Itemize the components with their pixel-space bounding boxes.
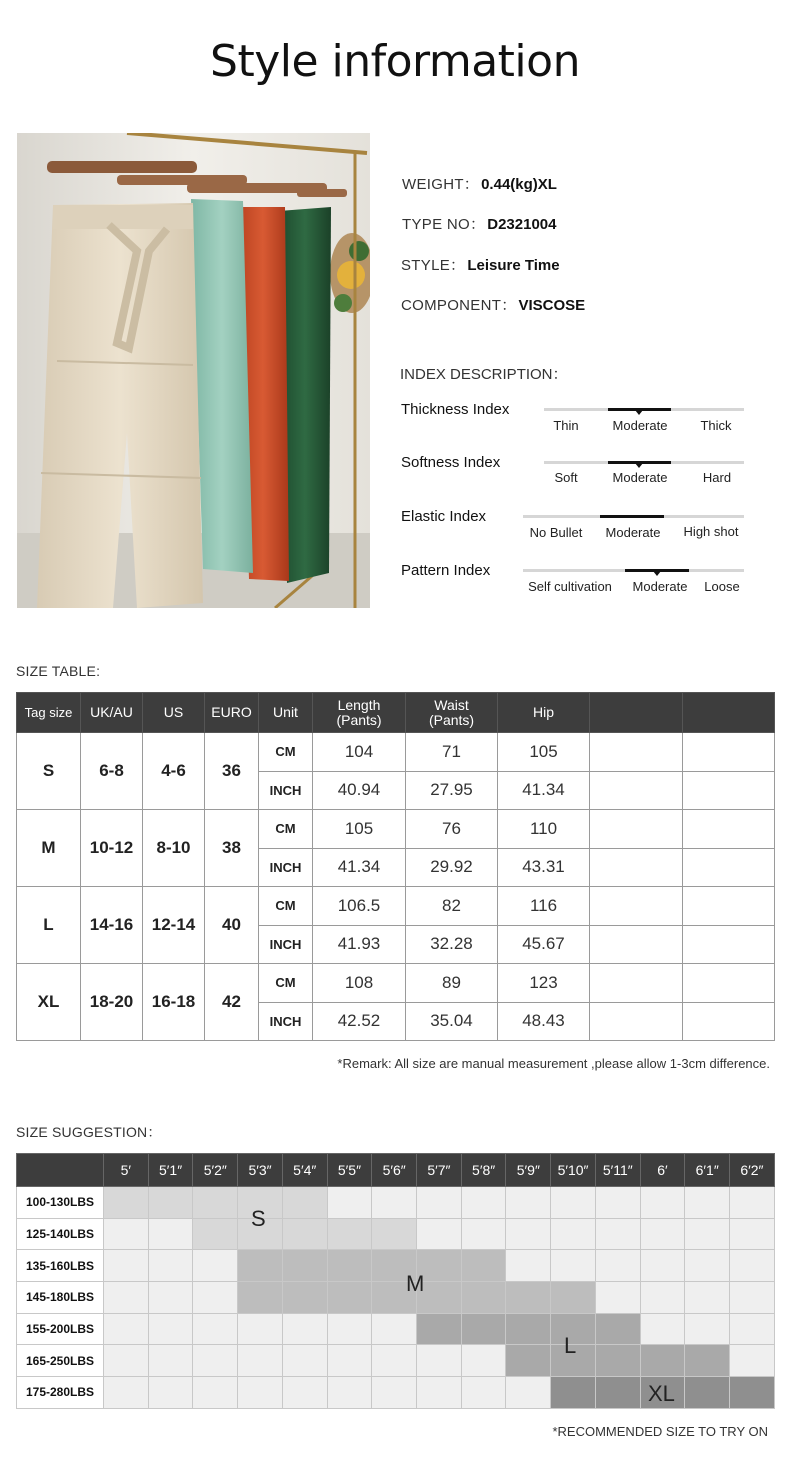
size-zone-cell bbox=[595, 1345, 640, 1377]
size-tag: S bbox=[17, 733, 81, 810]
size-zone-cell bbox=[148, 1187, 193, 1219]
size-ukau: 10-12 bbox=[81, 810, 143, 887]
zone-label-s: S bbox=[251, 1206, 266, 1231]
grid-cell bbox=[417, 1187, 462, 1219]
height-col-header: 5′8″ bbox=[461, 1154, 506, 1187]
pattern-index bbox=[401, 562, 746, 610]
zone-label-l: L bbox=[564, 1333, 577, 1358]
pants-on-hangers-illustration bbox=[17, 133, 370, 608]
elastic-level-fill bbox=[600, 515, 664, 518]
size-zone-cell bbox=[461, 1250, 506, 1282]
height-col-header: 5′11″ bbox=[595, 1154, 640, 1187]
size-zone-cell bbox=[685, 1377, 730, 1409]
size-zone-cell bbox=[506, 1282, 551, 1314]
hip-cell: 123 bbox=[498, 964, 590, 1003]
grid-cell bbox=[417, 1345, 462, 1377]
grid-cell bbox=[193, 1313, 238, 1345]
grid-cell bbox=[372, 1187, 417, 1219]
col-hip: Hip bbox=[498, 693, 590, 733]
grid-cell bbox=[595, 1282, 640, 1314]
weight-row bbox=[17, 1282, 775, 1314]
col-empty-1 bbox=[590, 693, 683, 733]
size-zone-cell bbox=[506, 1313, 551, 1345]
weight-row bbox=[17, 1313, 775, 1345]
grid-cell bbox=[327, 1377, 372, 1409]
size-euro: 38 bbox=[205, 810, 259, 887]
grid-cell bbox=[685, 1187, 730, 1219]
zone-label-m: M bbox=[406, 1271, 425, 1296]
size-zone-cell bbox=[282, 1250, 327, 1282]
length-cell: 41.34 bbox=[313, 848, 406, 887]
size-tag: M bbox=[17, 810, 81, 887]
hip-cell: 110 bbox=[498, 810, 590, 849]
thickness-index-name: Thickness Index bbox=[401, 401, 510, 418]
empty-cell bbox=[590, 771, 683, 810]
size-tag: XL bbox=[17, 964, 81, 1041]
table-row bbox=[17, 887, 775, 926]
pattern-label-high: Loose bbox=[704, 579, 740, 594]
grid-cell bbox=[327, 1313, 372, 1345]
height-col-header: 5′ bbox=[104, 1154, 149, 1187]
weight-row-header: 135-160LBS bbox=[17, 1250, 104, 1282]
waist-cell: 35.04 bbox=[406, 1002, 498, 1041]
unit-cell: CM bbox=[259, 733, 313, 772]
size-suggestion-label: SIZE SUGGESTION： bbox=[16, 1124, 162, 1140]
empty-cell bbox=[590, 964, 683, 1003]
grid-cell bbox=[461, 1345, 506, 1377]
grid-cell bbox=[417, 1218, 462, 1250]
size-us: 16-18 bbox=[143, 964, 205, 1041]
size-tag: L bbox=[17, 887, 81, 964]
grid-cell bbox=[327, 1187, 372, 1219]
grid-cell bbox=[506, 1250, 551, 1282]
waist-cell: 82 bbox=[406, 887, 498, 926]
grid-cell bbox=[148, 1345, 193, 1377]
grid-cell bbox=[595, 1250, 640, 1282]
weight-row bbox=[17, 1345, 775, 1377]
grid-cell bbox=[104, 1313, 149, 1345]
empty-cell bbox=[590, 848, 683, 887]
col-length bbox=[313, 693, 406, 733]
elastic-label-high: High shot bbox=[683, 524, 739, 539]
waist-cell: 27.95 bbox=[406, 771, 498, 810]
product-photo bbox=[17, 133, 370, 608]
grid-cell bbox=[461, 1218, 506, 1250]
height-col-header: 5′1″ bbox=[148, 1154, 193, 1187]
col-euro: EURO bbox=[205, 693, 259, 733]
weight-row-header: 125-140LBS bbox=[17, 1218, 104, 1250]
height-col-header: 6′2″ bbox=[730, 1154, 775, 1187]
empty-cell bbox=[683, 733, 775, 772]
grid-cell bbox=[506, 1218, 551, 1250]
size-zone-cell bbox=[327, 1250, 372, 1282]
softness-index-name: Softness Index bbox=[401, 454, 501, 471]
pattern-index-name: Pattern Index bbox=[401, 562, 491, 579]
length-cell: 41.93 bbox=[313, 925, 406, 964]
size-zone-cell bbox=[282, 1282, 327, 1314]
height-col-header: 6′1″ bbox=[685, 1154, 730, 1187]
index-description-title: INDEX DESCRIPTION： bbox=[400, 366, 568, 383]
height-col-header: 5′9″ bbox=[506, 1154, 551, 1187]
softness-label-high: Hard bbox=[702, 470, 732, 485]
empty-cell bbox=[590, 925, 683, 964]
grid-cell bbox=[372, 1377, 417, 1409]
grid-cell bbox=[104, 1345, 149, 1377]
grid-cell bbox=[327, 1345, 372, 1377]
grid-cell bbox=[551, 1187, 596, 1219]
empty-cell bbox=[683, 771, 775, 810]
weight-row bbox=[17, 1187, 775, 1219]
unit-cell: INCH bbox=[259, 925, 313, 964]
hip-cell: 41.34 bbox=[498, 771, 590, 810]
grid-cell bbox=[104, 1218, 149, 1250]
size-zone-cell bbox=[282, 1187, 327, 1219]
length-cell: 40.94 bbox=[313, 771, 406, 810]
weight-row-header: 100-130LBS bbox=[17, 1187, 104, 1219]
elastic-label-low: No Bullet bbox=[529, 525, 583, 540]
pattern-label-mid: Moderate bbox=[632, 579, 688, 594]
size-us: 4-6 bbox=[143, 733, 205, 810]
grid-cell bbox=[148, 1377, 193, 1409]
grid-cell bbox=[551, 1250, 596, 1282]
empty-cell bbox=[683, 848, 775, 887]
grid-cell bbox=[461, 1377, 506, 1409]
grid-cell bbox=[685, 1282, 730, 1314]
type-no-key: TYPE NO： bbox=[402, 216, 486, 233]
grid-cell bbox=[506, 1377, 551, 1409]
size-table-header bbox=[17, 693, 775, 733]
grid-cell bbox=[640, 1250, 685, 1282]
weight-row-header: 165-250LBS bbox=[17, 1345, 104, 1377]
size-zone-cell bbox=[104, 1187, 149, 1219]
size-zone-cell bbox=[595, 1313, 640, 1345]
size-us: 8-10 bbox=[143, 810, 205, 887]
size-zone-cell bbox=[730, 1377, 775, 1409]
empty-cell bbox=[590, 887, 683, 926]
waist-cell: 32.28 bbox=[406, 925, 498, 964]
height-col-header: 5′7″ bbox=[417, 1154, 462, 1187]
size-zone-cell bbox=[327, 1282, 372, 1314]
grid-cell bbox=[238, 1345, 283, 1377]
empty-cell bbox=[683, 1002, 775, 1041]
size-zone-cell bbox=[238, 1282, 283, 1314]
size-zone-cell bbox=[327, 1218, 372, 1250]
pattern-label-low: Self cultivation bbox=[528, 579, 612, 594]
size-euro: 40 bbox=[205, 887, 259, 964]
height-col-header: 6′ bbox=[640, 1154, 685, 1187]
zone-label-xl: XL bbox=[648, 1381, 675, 1406]
empty-cell bbox=[590, 1002, 683, 1041]
col-length-l1: Length bbox=[337, 696, 381, 713]
elastic-index-name: Elastic Index bbox=[401, 508, 487, 525]
grid-cell bbox=[640, 1187, 685, 1219]
weight-row bbox=[17, 1250, 775, 1282]
grid-cell bbox=[148, 1313, 193, 1345]
size-zone-cell bbox=[193, 1187, 238, 1219]
col-empty-2 bbox=[683, 693, 775, 733]
size-zone-cell bbox=[193, 1218, 238, 1250]
empty-cell bbox=[683, 925, 775, 964]
waist-cell: 29.92 bbox=[406, 848, 498, 887]
style-value: Leisure Time bbox=[467, 257, 560, 274]
size-euro: 36 bbox=[205, 733, 259, 810]
grid-cell bbox=[193, 1377, 238, 1409]
softness-marker bbox=[635, 463, 643, 468]
type-no-value: D2321004 bbox=[487, 216, 557, 233]
elastic-index bbox=[401, 508, 746, 556]
table-row bbox=[17, 964, 775, 1003]
grid-cell bbox=[148, 1282, 193, 1314]
grid-cell bbox=[238, 1313, 283, 1345]
size-zone-cell bbox=[461, 1313, 506, 1345]
col-waist-l1: Waist bbox=[434, 696, 469, 713]
grid-cell bbox=[148, 1218, 193, 1250]
grid-cell bbox=[640, 1218, 685, 1250]
size-us: 12-14 bbox=[143, 887, 205, 964]
size-table-label: SIZE TABLE: bbox=[16, 663, 101, 679]
grid-cell bbox=[461, 1187, 506, 1219]
grid-cell bbox=[640, 1282, 685, 1314]
size-zone-cell bbox=[551, 1282, 596, 1314]
grid-cell bbox=[730, 1218, 775, 1250]
length-cell: 106.5 bbox=[313, 887, 406, 926]
length-cell: 104 bbox=[313, 733, 406, 772]
grid-cell bbox=[595, 1218, 640, 1250]
grid-cell bbox=[730, 1313, 775, 1345]
size-ukau: 6-8 bbox=[81, 733, 143, 810]
size-ukau: 14-16 bbox=[81, 887, 143, 964]
size-zone-cell bbox=[595, 1377, 640, 1409]
thickness-label-low: Thin bbox=[553, 418, 579, 433]
component-row bbox=[401, 294, 585, 315]
waist-cell: 76 bbox=[406, 810, 498, 849]
weight-key: WEIGHT： bbox=[402, 176, 480, 193]
col-length-l2: (Pants) bbox=[336, 711, 382, 728]
unit-cell: CM bbox=[259, 810, 313, 849]
col-waist-l2: (Pants) bbox=[428, 711, 475, 728]
pattern-marker bbox=[653, 571, 661, 576]
grid-cell bbox=[730, 1250, 775, 1282]
size-suggestion-grid bbox=[16, 1153, 775, 1409]
grid-cell bbox=[238, 1377, 283, 1409]
hip-cell: 43.31 bbox=[498, 848, 590, 887]
table-row bbox=[17, 810, 775, 849]
grid-cell bbox=[148, 1250, 193, 1282]
thickness-marker bbox=[635, 410, 643, 415]
col-us: US bbox=[143, 693, 205, 733]
weight-row bbox=[17, 1218, 775, 1250]
length-cell: 105 bbox=[313, 810, 406, 849]
component-value: VISCOSE bbox=[518, 297, 586, 314]
weight-value: 0.44(kg)XL bbox=[481, 176, 557, 193]
size-zone-cell bbox=[372, 1218, 417, 1250]
grid-cell bbox=[730, 1282, 775, 1314]
col-waist bbox=[406, 693, 498, 733]
grid-cell bbox=[685, 1218, 730, 1250]
grid-cell bbox=[551, 1218, 596, 1250]
grid-cell bbox=[372, 1313, 417, 1345]
grid-cell bbox=[104, 1250, 149, 1282]
grid-cell bbox=[282, 1377, 327, 1409]
recommendation-footnote: *RECOMMENDED SIZE TO TRY ON bbox=[552, 1424, 768, 1439]
length-cell: 42.52 bbox=[313, 1002, 406, 1041]
type-no-row bbox=[402, 213, 556, 234]
height-col-header: 5′10″ bbox=[551, 1154, 596, 1187]
size-zone-cell bbox=[282, 1218, 327, 1250]
col-tag-size: Tag size bbox=[17, 693, 81, 733]
grid-cell bbox=[640, 1313, 685, 1345]
weight-row-header: 175-280LBS bbox=[17, 1377, 104, 1409]
softness-label-mid: Moderate bbox=[612, 470, 668, 485]
empty-cell bbox=[683, 964, 775, 1003]
weight-row-header: 155-200LBS bbox=[17, 1313, 104, 1345]
unit-cell: INCH bbox=[259, 848, 313, 887]
grid-cell bbox=[730, 1345, 775, 1377]
grid-cell bbox=[193, 1250, 238, 1282]
elastic-label-mid: Moderate bbox=[605, 525, 661, 540]
height-col-header: 5′3″ bbox=[238, 1154, 283, 1187]
page-title: Style information bbox=[210, 36, 580, 87]
hip-cell: 116 bbox=[498, 887, 590, 926]
length-cell: 108 bbox=[313, 964, 406, 1003]
grid-cell bbox=[104, 1377, 149, 1409]
size-zone-cell bbox=[461, 1282, 506, 1314]
table-row bbox=[17, 733, 775, 772]
weight-row-header: 145-180LBS bbox=[17, 1282, 104, 1314]
grid-cell bbox=[193, 1282, 238, 1314]
size-zone-cell bbox=[238, 1250, 283, 1282]
size-ukau: 18-20 bbox=[81, 964, 143, 1041]
grid-cell bbox=[417, 1377, 462, 1409]
hip-cell: 48.43 bbox=[498, 1002, 590, 1041]
size-zone-cell bbox=[506, 1345, 551, 1377]
grid-cell bbox=[685, 1250, 730, 1282]
unit-cell: CM bbox=[259, 964, 313, 1003]
size-zone-cell bbox=[417, 1313, 462, 1345]
height-header-row bbox=[17, 1154, 775, 1187]
unit-cell: CM bbox=[259, 887, 313, 926]
height-col-header: 5′4″ bbox=[282, 1154, 327, 1187]
size-remark: *Remark: All size are manual measurement ,please allow 1-3cm difference. bbox=[337, 1056, 770, 1071]
height-col-header: 5′5″ bbox=[327, 1154, 372, 1187]
size-table bbox=[16, 692, 775, 1041]
style-key: STYLE： bbox=[401, 257, 466, 274]
empty-cell bbox=[683, 887, 775, 926]
style-row bbox=[401, 254, 560, 275]
hip-cell: 45.67 bbox=[498, 925, 590, 964]
grid-cell bbox=[506, 1187, 551, 1219]
hip-cell: 105 bbox=[498, 733, 590, 772]
waist-cell: 89 bbox=[406, 964, 498, 1003]
grid-cell bbox=[282, 1345, 327, 1377]
size-euro: 42 bbox=[205, 964, 259, 1041]
unit-cell: INCH bbox=[259, 1002, 313, 1041]
waist-cell: 71 bbox=[406, 733, 498, 772]
empty-cell bbox=[683, 810, 775, 849]
empty-cell bbox=[590, 733, 683, 772]
thickness-label-high: Thick bbox=[700, 418, 732, 433]
size-zone-cell bbox=[685, 1345, 730, 1377]
weight-row bbox=[402, 173, 557, 194]
col-ukau: UK/AU bbox=[81, 693, 143, 733]
height-col-header: 5′6″ bbox=[372, 1154, 417, 1187]
unit-cell: INCH bbox=[259, 771, 313, 810]
softness-index bbox=[401, 454, 746, 502]
size-zone-cell bbox=[640, 1345, 685, 1377]
grid-cell bbox=[372, 1345, 417, 1377]
grid-cell bbox=[685, 1313, 730, 1345]
grid-cell bbox=[595, 1187, 640, 1219]
thickness-index bbox=[401, 401, 746, 449]
grid-cell bbox=[104, 1282, 149, 1314]
empty-cell bbox=[590, 810, 683, 849]
grid-cell bbox=[730, 1187, 775, 1219]
grid-cell bbox=[193, 1345, 238, 1377]
size-zone-cell bbox=[551, 1377, 596, 1409]
thickness-label-mid: Moderate bbox=[612, 418, 668, 433]
col-unit: Unit bbox=[259, 693, 313, 733]
grid-cell bbox=[282, 1313, 327, 1345]
softness-label-low: Soft bbox=[554, 470, 578, 485]
corner-cell bbox=[17, 1154, 104, 1187]
height-col-header: 5′2″ bbox=[193, 1154, 238, 1187]
component-key: COMPONENT： bbox=[401, 297, 517, 314]
